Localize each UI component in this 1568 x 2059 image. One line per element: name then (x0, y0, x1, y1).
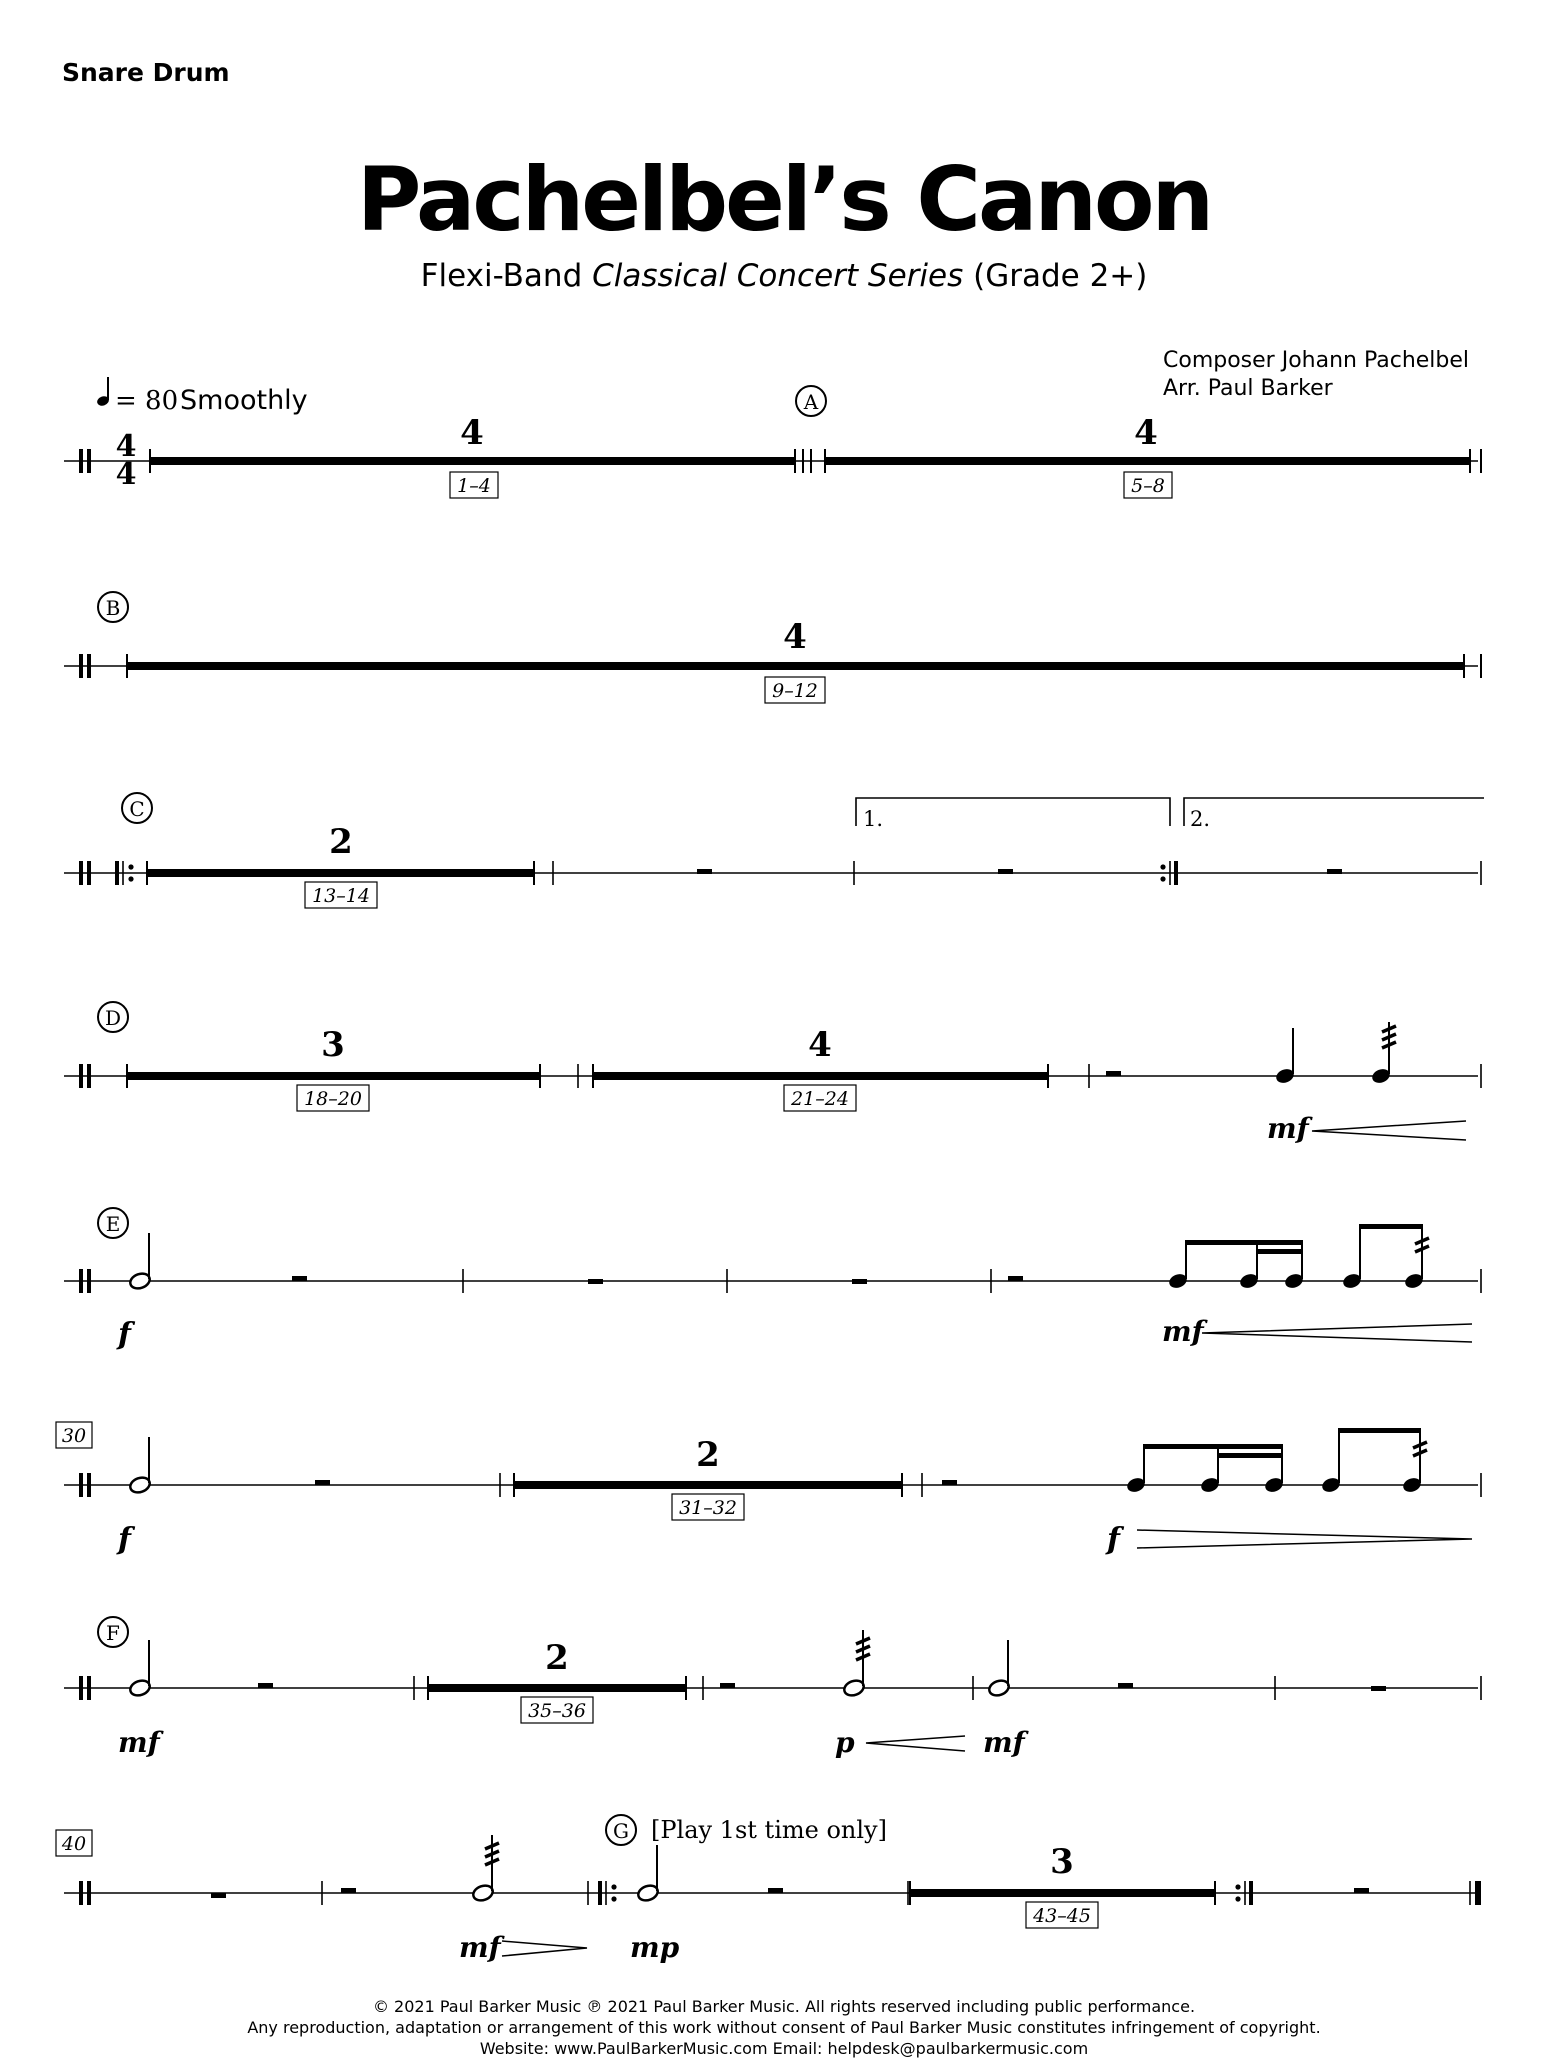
footer-line-2: Any reproduction, adaptation or arrangement of this work without consent of Paul Barker Music constitutes infringement of copyright. (247, 2018, 1321, 2037)
multirest-count: 4 (783, 617, 807, 657)
multirest-count: 4 (460, 413, 484, 453)
quarter-note (1274, 1028, 1295, 1085)
dynamic-mp: mp (630, 1931, 680, 1964)
multirest-count: 3 (321, 1025, 345, 1065)
system-2 (64, 592, 1481, 703)
half-note (128, 1437, 152, 1495)
half-rest (697, 869, 712, 874)
system-3 (64, 793, 1484, 908)
half-note (987, 1640, 1011, 1698)
svg-text:2.: 2. (1190, 807, 1211, 831)
rehearsal-mark-c (122, 793, 152, 823)
rehearsal-mark-f (98, 1617, 128, 1647)
decrescendo-hairpin (1137, 1530, 1472, 1548)
svg-text:G: G (613, 1819, 629, 1843)
subtitle-series: Classical Concert Series (592, 258, 964, 294)
multirest (784, 1025, 856, 1111)
multirest (521, 1638, 593, 1723)
multirest-count: 2 (329, 822, 353, 862)
beamed-notes (1167, 1240, 1304, 1290)
time-signature-top: 4 (115, 429, 137, 464)
half-rest (942, 1480, 957, 1485)
dynamic-mf: mf (983, 1726, 1025, 1759)
dynamic-p: p (835, 1726, 855, 1759)
half-rest (1327, 869, 1342, 874)
multirest (305, 822, 377, 908)
half-rest (1118, 1683, 1133, 1688)
dynamic-mf: mf (1162, 1315, 1204, 1348)
multirest-range: 1–4 (457, 475, 491, 497)
arranger-credit: Arr. Paul Barker (1163, 376, 1333, 401)
measure-number (56, 1422, 92, 1448)
footer-line-3: Website: www.PaulBarkerMusic.com Email: helpdesk@paulbarkermusic.com (479, 2039, 1089, 2058)
svg-text:40: 40 (61, 1833, 87, 1855)
subtitle-grade: (Grade 2+) (963, 258, 1148, 294)
multirest-range: 13–14 (312, 885, 370, 907)
footer-line-1: © 2021 Paul Barker Music ℗ 2021 Paul Barker Music. All rights reserved including public performance. (372, 1997, 1196, 2016)
multirest (1026, 1842, 1098, 1928)
multirest-range: 5–8 (1131, 475, 1165, 497)
whole-rest (211, 1893, 226, 1898)
performance-instruction: [Play 1st time only] (651, 1816, 887, 1844)
multirest-count: 4 (808, 1025, 832, 1065)
tempo-marking-text: Smoothly (180, 385, 308, 416)
whole-rest (852, 1279, 867, 1284)
system-5 (64, 1208, 1481, 1352)
rehearsal-mark-e (98, 1208, 128, 1238)
tempo-bpm: = 80 (115, 386, 179, 416)
half-note (128, 1640, 152, 1698)
rehearsal-mark-d (98, 1002, 128, 1032)
multirest-count: 4 (1134, 413, 1158, 453)
multirest-range: 21–24 (791, 1088, 849, 1110)
multirest-range: 43–45 (1033, 1905, 1091, 1927)
half-rest (1106, 1071, 1121, 1076)
dynamic-mf: mf (1267, 1112, 1309, 1145)
half-rest (292, 1276, 307, 1281)
dynamic-mf: mf (459, 1931, 501, 1964)
system-6 (56, 1422, 1481, 1557)
whole-rest (1371, 1686, 1386, 1691)
svg-text:D: D (104, 1006, 122, 1030)
svg-text:1.: 1. (863, 807, 884, 831)
multirest-range: 18–20 (304, 1088, 362, 1110)
svg-text:F: F (106, 1621, 120, 1645)
multirest-range: 35–36 (528, 1700, 586, 1722)
half-rest (258, 1683, 273, 1688)
multirest-range: 9–12 (772, 680, 818, 702)
system-7 (64, 1617, 1481, 1759)
instrument-name: Snare Drum (62, 58, 230, 87)
decrescendo-hairpin (502, 1941, 587, 1956)
tempo-marking (96, 377, 308, 416)
multirest (1124, 413, 1172, 498)
first-ending (856, 798, 1170, 831)
rehearsal-mark-a (796, 386, 826, 416)
multirest-count: 2 (545, 1638, 569, 1678)
multirest (672, 1435, 744, 1520)
rehearsal-mark-b (98, 592, 128, 622)
crescendo-hairpin (1312, 1121, 1466, 1140)
copyright-footer (0, 1996, 1568, 2059)
multirest (765, 617, 825, 703)
svg-text:A: A (803, 390, 819, 414)
beamed-notes (1125, 1444, 1284, 1494)
dynamic-f: f (118, 1317, 131, 1352)
multirest (297, 1025, 369, 1111)
half-rest (998, 869, 1013, 874)
svg-text:C: C (129, 797, 145, 821)
svg-text:B: B (105, 596, 121, 620)
svg-text:E: E (105, 1212, 121, 1236)
half-rest (1354, 1888, 1369, 1893)
half-rest (1008, 1276, 1023, 1281)
dynamic-f: f (118, 1522, 131, 1557)
crescendo-hairpin (866, 1736, 965, 1751)
composer-credit: Composer Johann Pachelbel (1163, 348, 1470, 373)
rehearsal-mark-g (606, 1815, 636, 1845)
multirest-count: 2 (696, 1435, 720, 1475)
system-4 (64, 1002, 1481, 1145)
half-note (636, 1845, 660, 1903)
half-note (128, 1233, 152, 1291)
crescendo-hairpin (1202, 1324, 1472, 1342)
half-rest (341, 1888, 356, 1893)
subtitle-prefix: Flexi-Band (420, 258, 593, 294)
half-rest (315, 1480, 330, 1485)
page-title: Pachelbel’s Canon (356, 148, 1212, 251)
measure-number (56, 1830, 92, 1856)
half-rest (768, 1888, 783, 1893)
dynamic-mf: mf (118, 1726, 160, 1759)
dynamic-f: f (1107, 1522, 1120, 1557)
whole-rest (588, 1279, 603, 1284)
time-signature-bottom: 4 (115, 457, 137, 492)
svg-text:30: 30 (61, 1425, 87, 1447)
system-8 (56, 1815, 1481, 1964)
half-rest (720, 1683, 735, 1688)
multirest-range: 31–32 (679, 1497, 737, 1519)
multirest-count: 3 (1050, 1842, 1074, 1882)
second-ending (1184, 798, 1484, 831)
multirest (450, 413, 498, 498)
